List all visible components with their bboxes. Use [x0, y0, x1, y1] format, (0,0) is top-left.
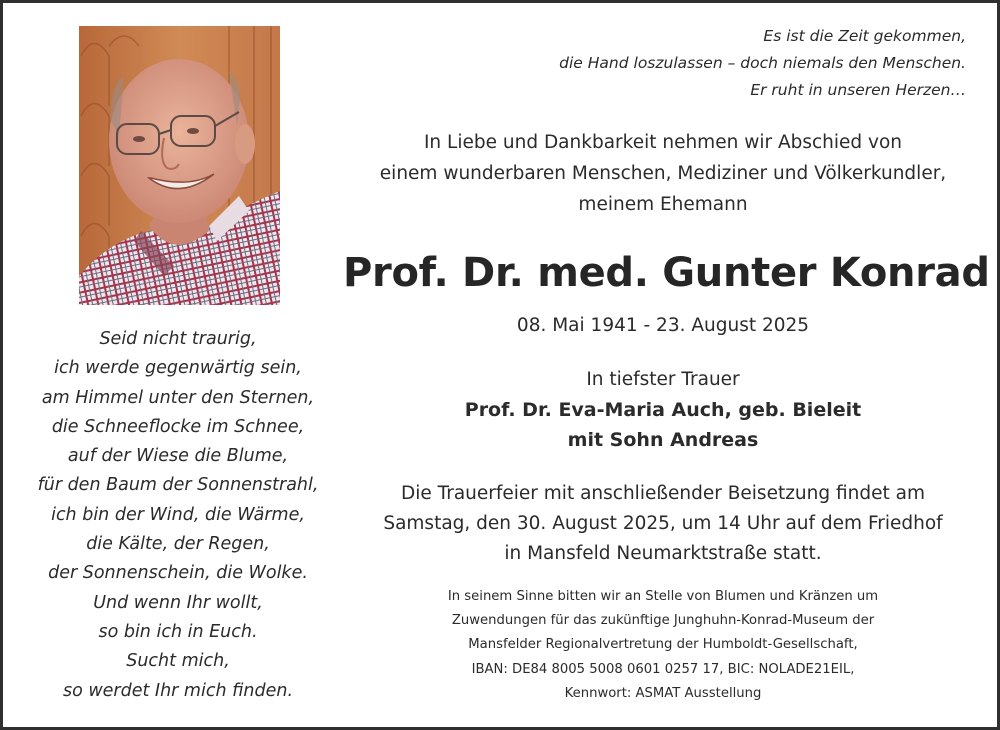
poem-line: auf der Wiese die Blume,: [67, 446, 289, 467]
poem-line: Seid nicht traurig,: [99, 329, 257, 349]
poem-line: die Kälte, der Regen,: [86, 534, 270, 555]
poem: [23, 325, 333, 706]
poem-line: Und wenn Ihr wollt,: [93, 592, 263, 613]
donation-line: In seinem Sinne bitten wir an Stelle von Blumen und Kränzen um: [447, 589, 879, 604]
portrait-photo: [79, 26, 280, 305]
deceased-name: Prof. Dr. med. Gunter Konrad: [343, 250, 990, 296]
quote-line: die Hand loszulassen – doch niemals den Menschen.: [559, 54, 966, 72]
donation-info: [343, 585, 983, 706]
intro-text: [343, 127, 983, 220]
portrait-illustration: [79, 26, 280, 305]
poem-line: Sucht mich,: [126, 651, 230, 672]
mourner-name: mit Sohn Andreas: [567, 429, 759, 451]
poem-line: so bin ich in Euch.: [98, 621, 258, 642]
funeral-info: [343, 479, 983, 569]
poem-line: so werdet Ihr mich finden.: [62, 680, 294, 701]
mourner-name: Prof. Dr. Eva-Maria Auch, geb. Bieleit: [464, 399, 862, 421]
quote-line: Er ruht in unseren Herzen…: [750, 81, 966, 99]
donation-line: Mansfelder Regionalvertretung der Humboldt-Gesellschaft,: [468, 637, 858, 653]
intro-line: In Liebe und Dankbarkeit nehmen wir Abschied von: [423, 132, 903, 153]
quote-line: Es ist die Zeit gekommen,: [763, 27, 966, 45]
bank-details: IBAN: DE84 8005 5008 0601 0257 17, BIC: NOLADE21EIL,: [471, 661, 855, 677]
mourners-block: [343, 365, 983, 455]
poem-line: für den Baum der Sonnenstrahl,: [37, 475, 319, 496]
donation-keyword: Kennwort: ASMAT Ausstellung: [564, 685, 762, 701]
funeral-line: Samstag, den 30. August 2025, um 14 Uhr auf dem Friedhof: [383, 513, 943, 534]
donation-line: Zuwendungen für das zukünftige Junghuhn-Konrad-Museum der: [451, 613, 875, 629]
poem-line: der Sonnenschein, die Wolke.: [48, 563, 308, 584]
life-dates: 08. Mai 1941 - 23. August 2025: [516, 315, 810, 336]
intro-line: meinem Ehemann: [578, 194, 748, 215]
funeral-line: in Mansfeld Neumarktstraße statt.: [504, 543, 822, 564]
opening-quote: [559, 23, 966, 104]
intro-line: einem wunderbaren Menschen, Mediziner und Völkerkundler,: [379, 163, 947, 184]
poem-line: ich bin der Wind, die Wärme,: [51, 504, 305, 525]
mourning-heading: In tiefster Trauer: [586, 369, 740, 390]
poem-line: am Himmel unter den Sternen,: [41, 387, 315, 408]
poem-line: ich werde gegenwärtig sein,: [54, 358, 302, 379]
poem-line: die Schneeflocke im Schnee,: [51, 416, 305, 437]
funeral-line: Die Trauerfeier mit anschließender Beisetzung findet am: [401, 483, 925, 504]
